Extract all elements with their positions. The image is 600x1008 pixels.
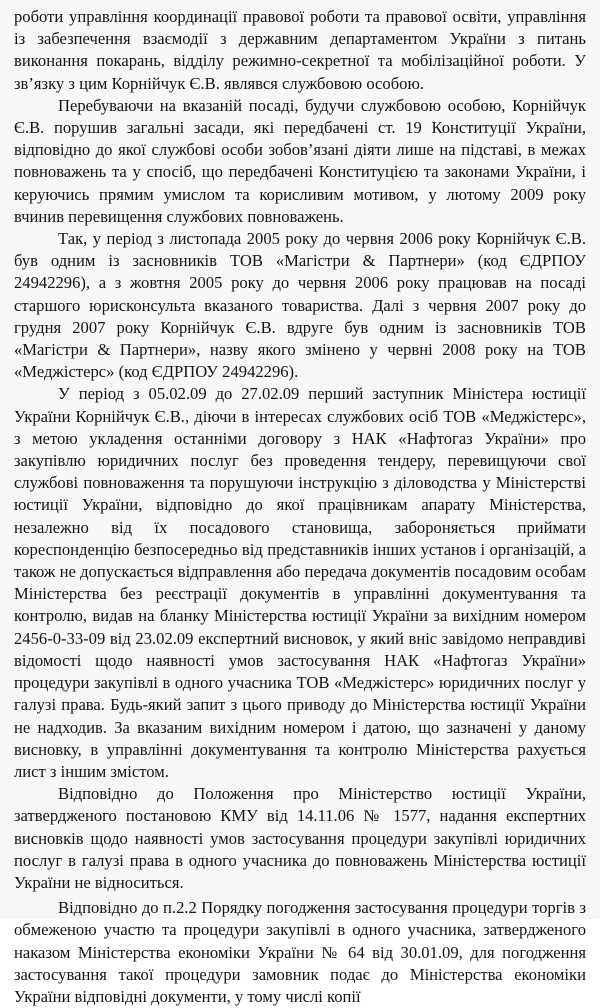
paragraph-5: Відповідно до Положення про Міністерство юстиції України, затвердженого постановою КМУ від 14.11.06 № 1577, надання експертних висновків щодо наявності умов застосування процедури закупівлі юридичних послуг в галузі права в одного учасника до повноважень Міністерства юстиції України не відноситься.	[14, 784, 586, 892]
paragraph-3: Так, у період з листопада 2005 року до червня 2006 року Корнійчук Є.В. був одним із засновників ТОВ «Магістри & Партнери» (код ЄДРПОУ 24942296), а з жовтня 2005 року до червня 2006 року працював на посаді старшого юрисконсульта вказаного товариства. Далі з червня 2007 року до грудня 2007 року Корнійчук Є.В. вдруге був одним із засновників ТОВ «Магістри & Партнери», назву якого змінено у червні 2008 року на ТОВ «Меджістерс» (код ЄДРПОУ 24942296).	[14, 229, 586, 382]
paragraph-1: роботи управління координації правової роботи та правової освіти, управління із забезпечення взаємодії з державним департаментом України з питань виконання покарань, відділу режимно-секретної та мобілізаційної роботи. У зв’язку з цим Корнійчук Є.В. являвся службовою особою.	[14, 7, 586, 93]
paragraph-6: Відповідно до п.2.2 Порядку погодження застосування процедури торгів з обмеженою участю та процедури закупівлі в одного учасника, затвердженого наказом Міністерства економіки України № 64 від 30.01.09, для погодження застосування такої процедури замовник подає до Міністерства економіки України відповідні документи, у тому числі копії	[14, 898, 586, 1006]
paragraph-4: У період з 05.02.09 до 27.02.09 перший заступник Міністера юстиції України Корнійчук Є.В., діючи в інтересах службових осіб ТОВ «Меджістерс», з метою укладення останніми договору з НАК «Нафтогаз України» про закупівлю юридичних послуг без проведення тендеру, перевищуючи свої службові повноваження та порушуючи інструкцію з діловодства у Міністерстві юстиції України, відповідно до якої працівникам апарату Міністерства, незалежно від їх посадового становища, забороняється приймати кореспонденцію безпосередньо від представників інших установ і організацій, а також не допускається відправлення або передача документів посадовим особам Міністерства без реєстрації документів в управлінні документування та контролю, видав на бланку Міністерства юстиції України за вихідним номером 2456-0-33-09 від 23.02.09 експертний висновок, у який вніс завідомо неправдиві відомості щодо наявності умов застосування НАК «Нафтогаз України» процедури закупівлі в одного учасника ТОВ «Меджістерс» юридичних послуг у галузі права. Будь-який запит з цього приводу до Міністерства юстиції України не надходив. За вказаним вихідним номером і датою, що зазначені у даному висновку, в управлінні документування та контролю Міністерства рахується лист з іншим змістом.	[14, 384, 586, 781]
paragraph-2: Перебуваючи на вказаній посаді, будучи службовою особою, Корнійчук Є.В. порушив загальні засади, які передбачені ст. 19 Конституції України, відповідно до якої службові особи зобов’язані діяти лише на підставі, в межах повноважень та у спосіб, що передбачені Конституцією та законами України, і керуючись прямим умислом та корисливим мотивом, у лютому 2009 року вчинив перевищення службових повноважень.	[14, 95, 586, 226]
